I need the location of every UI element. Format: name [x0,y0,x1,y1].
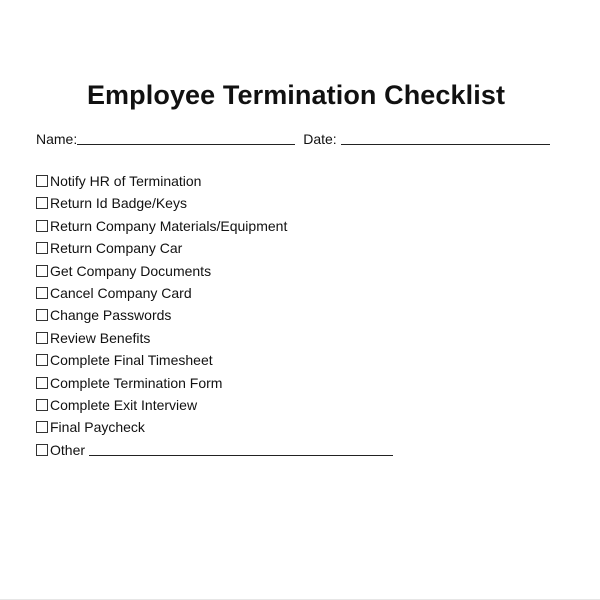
checklist-item-label: Change Passwords [50,307,172,324]
name-field[interactable] [77,130,295,145]
checklist-item-label: Final Paycheck [50,419,145,436]
checkbox[interactable] [36,421,48,433]
document-title: Employee Termination Checklist [86,80,506,110]
checkbox[interactable] [36,332,48,344]
other-field[interactable] [89,440,393,456]
date-label: Date: [303,131,337,147]
date-field[interactable] [341,130,550,145]
termination-checklist [36,171,393,462]
checklist-item-other [36,440,393,462]
name-label: Name: [36,131,78,147]
checklist-item [36,373,393,395]
checkbox[interactable] [36,354,48,366]
checklist-item-label: Notify HR of Termination [50,173,202,189]
checkbox[interactable] [36,287,48,299]
checklist-item [36,283,393,305]
checklist-item-label: Review Benefits [50,329,151,346]
checklist-item-label: Return Id Badge/Keys [50,195,187,212]
checkbox[interactable] [36,265,48,277]
checklist-item-label: Complete Termination Form [50,374,223,391]
other-label: Other [50,441,86,458]
checkbox[interactable] [36,242,48,254]
checkbox[interactable] [36,220,48,232]
checklist-item [36,395,393,417]
checklist-item [36,328,393,350]
checkbox[interactable] [36,399,48,411]
checklist-item [36,171,393,193]
checklist-item [36,238,393,260]
checkbox[interactable] [36,444,48,456]
checklist-item-label: Cancel Company Card [50,284,192,301]
checkbox[interactable] [36,175,48,187]
checkbox[interactable] [36,197,48,209]
checklist-item-label: Return Company Materials/Equipment [50,217,288,234]
checklist-item-label: Complete Exit Interview [50,396,198,413]
checklist-item [36,417,393,439]
checklist-item-label: Get Company Documents [50,262,212,279]
checklist-item [36,216,393,238]
checklist-item-label: Complete Final Timesheet [50,352,213,369]
checkbox[interactable] [36,377,48,389]
checklist-item-label: Return Company Car [50,240,183,257]
checkbox[interactable] [36,309,48,321]
checklist-item [36,305,393,327]
checklist-item [36,193,393,215]
checklist-item [36,350,393,372]
checklist-item [36,261,393,283]
name-date-row [36,130,550,148]
